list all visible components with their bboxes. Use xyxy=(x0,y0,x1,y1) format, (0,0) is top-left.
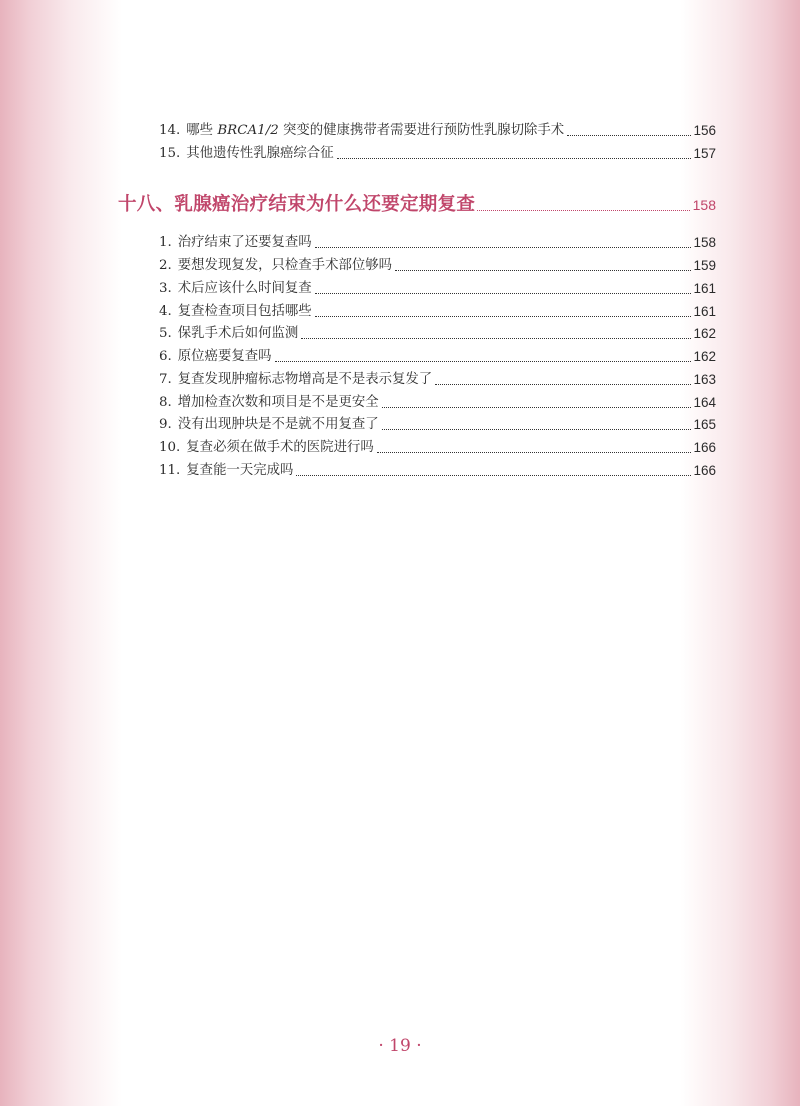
chapter-page: 158 xyxy=(692,197,716,213)
entry-page: 162 xyxy=(693,349,716,364)
entry-number: 3. xyxy=(159,281,172,296)
toc-entry[interactable] xyxy=(159,346,716,368)
entry-number: 7. xyxy=(159,372,172,387)
dot-leader xyxy=(477,210,689,211)
dot-leader xyxy=(315,247,692,248)
entry-title: 其他遗传性乳腺癌综合征 xyxy=(186,146,334,161)
entry-title: 复查发现肿瘤标志物增高是不是表示复发了 xyxy=(177,372,433,387)
entry-page: 158 xyxy=(693,235,716,250)
dot-leader xyxy=(315,293,692,294)
entry-title: 复查检查项目包括哪些 xyxy=(177,304,312,319)
toc-entry[interactable] xyxy=(159,437,716,459)
toc-entry[interactable] xyxy=(159,392,716,414)
dot-leader xyxy=(315,316,692,317)
entry-number: 8. xyxy=(159,395,172,410)
dot-leader xyxy=(377,452,692,453)
page-number: · 19 · xyxy=(378,1036,422,1056)
entry-page: 166 xyxy=(693,440,716,455)
entry-page: 161 xyxy=(693,304,716,319)
entry-title: 保乳手术后如何监测 xyxy=(177,326,299,341)
entry-number: 1. xyxy=(159,235,172,250)
entry-title: 增加检查次数和项目是不是更安全 xyxy=(177,395,379,410)
entry-page: 156 xyxy=(693,123,716,138)
entry-page: 163 xyxy=(693,372,716,387)
toc-entry[interactable] xyxy=(159,301,716,323)
dot-leader xyxy=(337,158,692,159)
entry-title: 哪些 BRCA1/2 突变的健康携带者需要进行预防性乳腺切除手术 xyxy=(186,123,565,138)
entry-number: 4. xyxy=(159,304,172,319)
entry-page: 159 xyxy=(693,258,716,273)
toc-entry[interactable] xyxy=(159,255,716,277)
toc-entry[interactable] xyxy=(159,414,716,436)
entry-number: 5. xyxy=(159,326,172,341)
dot-leader xyxy=(382,429,692,430)
entry-page: 161 xyxy=(693,281,716,296)
entry-number: 9. xyxy=(159,417,172,432)
toc-entry[interactable] xyxy=(159,323,716,345)
toc-entry[interactable] xyxy=(159,232,716,254)
entry-page: 164 xyxy=(693,395,716,410)
entry-title: 治疗结束了还要复查吗 xyxy=(177,235,312,250)
entry-title: 没有出现肿块是不是就不用复查了 xyxy=(177,417,379,432)
entry-title: 复查能一天完成吗 xyxy=(186,463,294,478)
toc-entry[interactable] xyxy=(159,460,716,482)
dot-leader xyxy=(301,338,691,339)
entry-number: 14. xyxy=(159,123,181,138)
entry-page: 157 xyxy=(693,146,716,161)
dot-leader xyxy=(382,407,692,408)
entry-page: 162 xyxy=(693,326,716,341)
chapter-title: 十八、乳腺癌治疗结束为什么还要定期复查 xyxy=(118,194,476,215)
entry-title: 术后应该什么时间复查 xyxy=(177,281,312,296)
entry-number: 10. xyxy=(159,440,181,455)
dot-leader xyxy=(435,384,691,385)
toc-entry[interactable] xyxy=(159,143,716,165)
entry-number: 15. xyxy=(159,146,181,161)
entry-page: 165 xyxy=(693,417,716,432)
entry-title: 原位癌要复查吗 xyxy=(177,349,272,364)
entry-title: 要想发现复发，只检查手术部位够吗 xyxy=(177,258,393,273)
dot-leader xyxy=(567,135,691,136)
dot-leader xyxy=(395,270,691,271)
entry-page: 166 xyxy=(693,463,716,478)
toc-entry[interactable] xyxy=(159,369,716,391)
entry-number: 2. xyxy=(159,258,172,273)
entry-title: 复查必须在做手术的医院进行吗 xyxy=(186,440,374,455)
toc-entry[interactable] xyxy=(159,120,716,142)
entry-number: 6. xyxy=(159,349,172,364)
dot-leader xyxy=(296,475,691,476)
chapter-heading[interactable] xyxy=(118,192,716,218)
dot-leader xyxy=(275,361,692,362)
toc-entry[interactable] xyxy=(159,278,716,300)
entry-number: 11. xyxy=(159,463,181,478)
